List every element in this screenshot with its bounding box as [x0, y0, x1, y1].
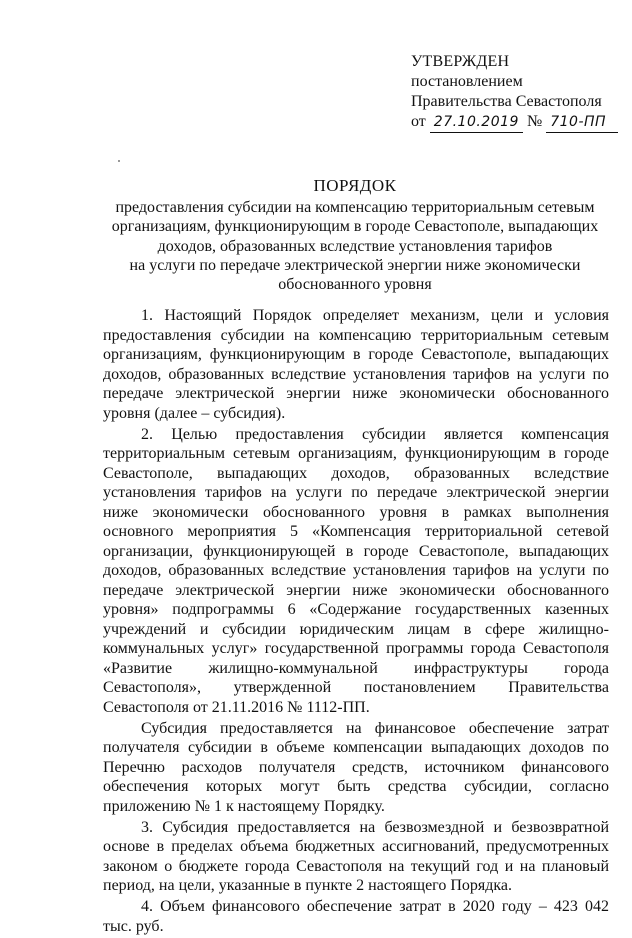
document-heading	[100, 176, 610, 294]
heading-line: организациям, функционирующим в городе Севастополе, выпадающих	[111, 218, 599, 236]
heading-line: предоставления субсидии на компенсацию территориальным сетевым	[115, 199, 595, 217]
date-prefix: от	[411, 113, 426, 130]
scan-speck	[118, 160, 120, 162]
paragraph-4: 4. Объем финансового обеспечение затрат в 2020 году – 423 042 тыс. руб.	[103, 898, 609, 935]
paragraph-2: 2. Целью предоставления субсидии является компенсация территориальным сетевым организациям, функционирующим в городе Севастополе, выпадающих доходов, образованных вследствие установления тарифов на услуги по передаче электрической энергии ниже экономически обоснованного уровня в рамках выполнения основного мероприятия 5 «Компенсация территориальной сетевой организации, функционирующей в городе Севастополе, выпадающих доходов, образованных вследствие установления тарифов на услуги по передаче электрической энергии ниже экономически обоснованного уровня» подпрограммы 6 «Содержание государственных казенных учреждений и субсидии юридическим лицам в сфере жилищно-коммунальных услуг» государственной программы города Севастополя «Развитие жилищно-коммунальной инфраструктуры города Севастополя», утвержденной постановлением Правительства Севастополя от 21.11.2016 № 1112-ПП.	[103, 425, 609, 716]
handwritten-date: 27.10.2019	[430, 112, 523, 133]
paragraph-1: 1. Настоящий Порядок определяет механизм, цели и условия предоставления субсидии на компенсацию территориальным сетевым организациям, функционирующим в городе Севастополе, выпадающих доходов, образованных вследствие установления тарифов на услуги по передаче электрической энергии ниже экономически обоснованного уровня (далее – субсидия).	[103, 307, 609, 422]
heading-title: ПОРЯДОК	[313, 176, 397, 195]
heading-line: на услуги по передаче электрической энергии ниже экономически	[129, 256, 581, 274]
handwritten-number: 710-ПП	[546, 112, 618, 133]
heading-line: доходов, образованных вследствие установления тарифов	[157, 237, 553, 255]
approval-line-2: Правительства Севастополя	[411, 93, 602, 110]
approval-stamp	[411, 52, 618, 133]
document-body	[103, 306, 609, 938]
approval-line-1: постановлением	[411, 73, 523, 90]
paragraph-3: 3. Субсидия предоставляется на безвозмездной и безвозвратной основе в пределах объема бюджетных ассигнований, предусмотренных законом о бюджете города Севастополя на текущий год и на плановый период, на цели, указанные в пункте 2 настоящего Порядка.	[103, 818, 609, 894]
approval-title: УТВЕРЖДЕН	[411, 53, 510, 70]
number-prefix: №	[526, 113, 543, 130]
paragraph-2-subsidy: Субсидия предоставляется на финансовое обеспечение затрат получателя субсидии в объеме компенсации выпадающих доходов по Перечню расходов получателя средств, источником финансового обеспечения которых могут быть средства субсидии, согласно приложению № 1 к настоящему Порядку.	[103, 719, 609, 815]
approval-date-line	[411, 112, 618, 133]
heading-line: обоснованного уровня	[278, 276, 432, 294]
